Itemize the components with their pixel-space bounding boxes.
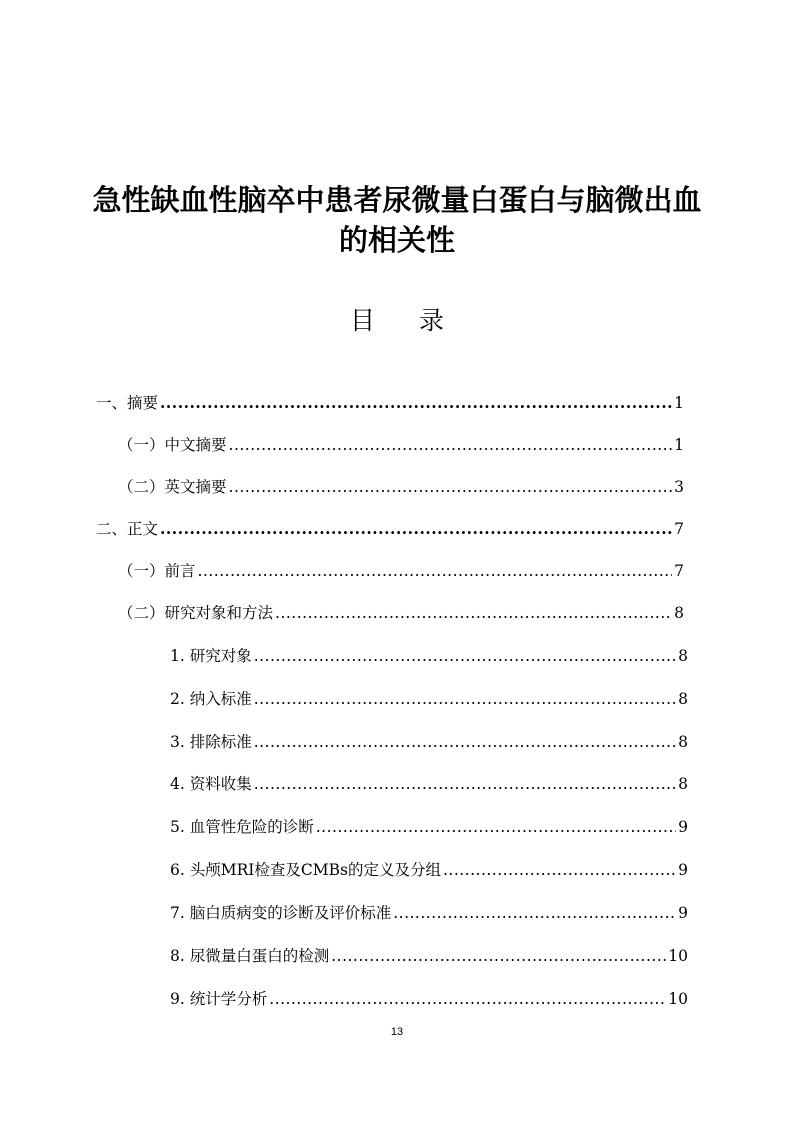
toc-entry-page: 8 [678,733,688,751]
toc-entry-label: （一）中文摘要 [118,436,227,454]
document-title [40,180,754,260]
toc-entry-label: 2. 纳入标准 [170,690,252,708]
toc-entry-label: 5. 血管性危险的诊断 [170,818,314,836]
toc-entry-label: 一、摘要 [96,394,159,412]
toc-entry-label: 3. 排除标准 [170,733,252,751]
toc-entry-exclusion-criteria[interactable] [170,730,688,754]
toc-entry-abstract[interactable] [96,391,684,415]
toc-entry-label: （一）前言 [118,562,196,580]
toc-entry-page: 8 [674,604,684,622]
toc-entry-label: 二、正文 [96,520,159,538]
toc-entry-label: （二）英文摘要 [118,478,227,496]
toc-entry-preface[interactable] [118,559,684,583]
toc-entry-white-matter[interactable] [170,901,688,925]
toc-entry-label: 4. 资料收集 [170,775,252,793]
toc-entry-subjects[interactable] [170,644,688,668]
toc-leader-dots [198,559,673,583]
toc-leader-dots [393,901,676,925]
toc-leader-dots [254,644,676,668]
title-line-1: 急性缺血性脑卒中患者尿微量白蛋白与脑微出血 [92,183,702,217]
toc-entry-label: 8. 尿微量白蛋白的检测 [170,947,330,965]
toc-entry-label: （二）研究对象和方法 [118,604,274,622]
toc-leader-dots [254,772,676,796]
toc-entry-data-collection[interactable] [170,772,688,796]
page-number: 13 [390,1026,404,1038]
toc-entry-page: 7 [674,520,684,538]
toc-entry-page: 9 [678,818,688,836]
toc-leader-dots [269,987,666,1011]
toc-entry-page: 1 [674,436,684,454]
toc-entry-page: 3 [674,478,684,496]
toc-entry-page: 10 [668,990,688,1008]
toc-leader-dots [254,687,676,711]
toc-entry-english-abstract[interactable] [118,475,684,499]
toc-entry-label: 1. 研究对象 [170,647,252,665]
toc-entry-chinese-abstract[interactable] [118,433,684,457]
toc-entry-label: 6. 头颅MRI检查及CMBs的定义及分组 [170,861,441,879]
toc-leader-dots [229,433,673,457]
toc-entry-page: 1 [674,394,684,412]
toc-entry-main-text[interactable] [96,517,684,541]
toc-entry-page: 8 [678,775,688,793]
toc-entry-vascular-risk[interactable] [170,815,688,839]
toc-entry-page: 7 [674,562,684,580]
toc-entry-page: 8 [678,647,688,665]
toc-leader-dots [229,475,673,499]
toc-entry-page: 9 [678,904,688,922]
toc-leader-dots [331,944,666,968]
toc-leader-dots [316,815,676,839]
toc-entry-subjects-methods[interactable] [118,601,684,625]
toc-heading: 目录 [349,306,488,335]
toc-entry-page: 9 [678,861,688,879]
toc-entry-page: 8 [678,690,688,708]
toc-entry-label: 7. 脑白质病变的诊断及评价标准 [170,904,392,922]
toc-entry-mri-cmbs[interactable] [170,858,688,882]
toc-leader-dots [160,517,672,541]
toc-entry-inclusion-criteria[interactable] [170,687,688,711]
toc-leader-dots [275,601,672,625]
toc-entry-label: 9. 统计学分析 [170,990,268,1008]
toc-leader-dots [254,730,676,754]
toc-leader-dots [160,391,672,415]
toc-leader-dots [443,858,676,882]
toc-entry-urine-albumin[interactable] [170,944,688,968]
title-line-2: 的相关性 [338,223,455,257]
toc-entry-statistics[interactable] [170,987,688,1011]
toc-entry-page: 10 [668,947,688,965]
